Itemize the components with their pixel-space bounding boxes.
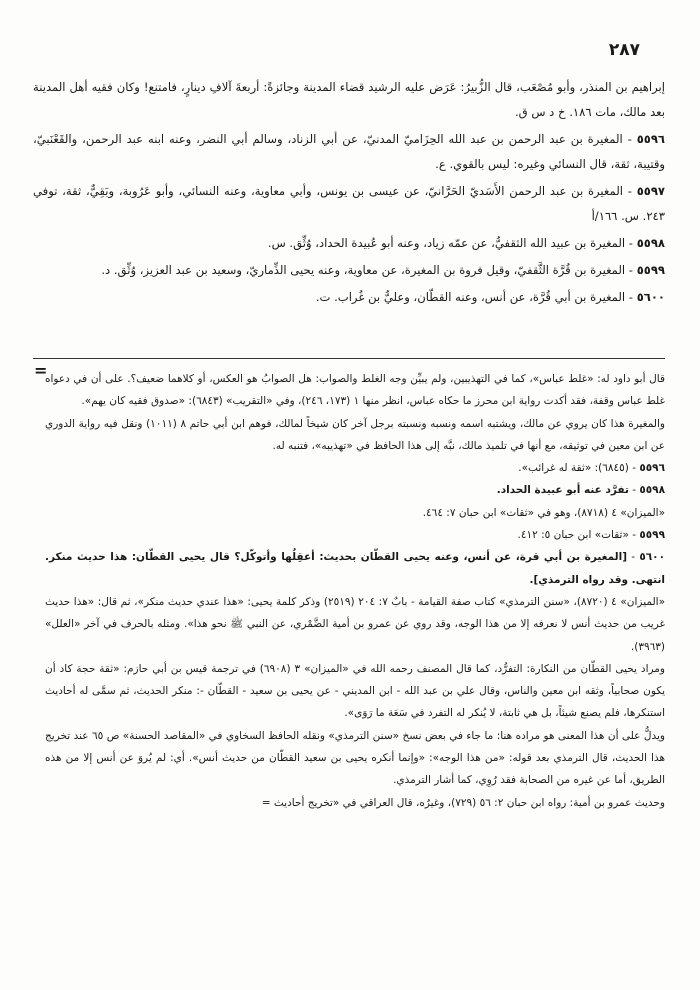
footnote-text: «ثقات» ابن حبان ٥: ٤١٢.	[517, 529, 629, 542]
footnote-5599: ٥٥٩٩ - «ثقات» ابن حبان ٥: ٤١٢.	[517, 529, 665, 542]
entry-5596: ٥٥٩٦ - المغيرة بن عبد الرحمن بن عبد الله الحِزَاميّ المدنيّ، عن أبي الزناد، وسالم أبي النضر، وعنه ابنه عبد الرحمن، والقَعْنَبيّ، وقتيبة، ثقة، قال النسائي وغيره: ليس بالقوي. ع.	[33, 132, 666, 171]
footnote-paragraph	[45, 502, 665, 524]
entry-text: المغيرة بن قُرَّة الثَّقفيّ، وقيل فروة بن المغيرة، عن معاوية، وعنه يحيى الذِّماريّ، وسعيد بن عبد العزيز، وُثِّق. د.	[101, 263, 626, 277]
entry-5600: ٥٦٠٠ - المغيرة بن أبي قُرَّة، عن أنس، وعنه القطّان، وعليُّ بن غُراب. ت.	[315, 290, 665, 304]
main-text	[33, 75, 665, 312]
continuation-mark: =	[34, 361, 48, 380]
entry-number: ٥٥٩٦	[636, 132, 666, 146]
page-number: ٢٨٧	[608, 40, 640, 60]
entry-text: المغيرة بن عبيد الله الثقفيُّ، عن عمّه زياد، وعنه أبو عُبيدة الحداد، وُثِّق. س.	[267, 236, 626, 250]
entry-number: ٥٥٩٩	[636, 263, 665, 277]
footnote-paragraph	[45, 725, 665, 792]
footnote-text: [المغيرة بن أبي قرة، عن أنس، وعنه يحيى القطّان بحديث: أعقِلُها وأتوكّل؟ قال يحيى القطّان: هذا حديث منكر. انتهى. وقد رواه الترمذي].	[45, 551, 665, 586]
entry-text: المغيرة بن عبد الرحمن الأَسَديّ الحَرَّانيّ، عن عيسى بن يونس، وأبي معاوية، وعنه النسائي، وأبو عَرُوبة، وبَقِيٌّ، ثقة، توفي ٢٤٣. س. ١٦٦/أ	[33, 184, 665, 223]
entry-number: ٥٦٠٠	[636, 290, 665, 304]
entry-text: المغيرة بن عبد الرحمن بن عبد الله الحِزَاميّ المدنيّ، عن أبي الزناد، وسالم أبي النضر، وعنه ابنه عبد الرحمن، والقَعْنَبيّ، وقتيبة، ثقة، قال النسائي وغيره: ليس بالقوي. ع.	[33, 132, 665, 171]
footnote-number: ٥٥٩٩	[639, 529, 665, 542]
footnote-5596: ٥٥٩٦ - (٦٨٤٥): «ثقة له غرائب».	[518, 462, 665, 475]
footnote-number: ٥٥٩٨	[639, 484, 665, 497]
footnote-number: ٥٦٠٠	[639, 551, 665, 564]
footnote-text: «الميزان» ٤ (٨٧١٨)، وهو في «ثقات» ابن حبان ٧: ٤٦٤.	[422, 506, 665, 519]
entry-5597: ٥٥٩٧ - المغيرة بن عبد الرحمن الأَسَديّ الحَرَّانيّ، عن عيسى بن يونس، وأبي معاوية، وعنه النسائي، وأبو عَرُوبة، وبَقِيٌّ، ثقة، توفي ٢٤٣. س. ١٦٦/أ	[33, 184, 665, 223]
footnote-text: وحديث عمرو بن أمية: رواه ابن حبان ٢: ٥٦ (٧٢٩)، وغيرُه، قال العراقي في «تخريج أحاديث =	[261, 796, 665, 809]
entry-5598: ٥٥٩٨ - المغيرة بن عبيد الله الثقفيُّ، عن عمّه زياد، وعنه أبو عُبيدة الحداد، وُثِّق. س.	[267, 236, 665, 250]
footnote-text: «الميزان» ٤ (٨٧٢٠)، «سنن الترمذي» كتاب صفة القيامة - بابٌ ٧: ٢٠٤ (٢٥١٩) وذكر كلمة يحيى: «هذا عندي حديث منكر»، ثم قال: «هذا حديث غريب من حديث أنس لا نعرفه إلا من هذا الوجه، وقد روي عن عمرو بن أمية الضَّمْري، عن النبي ﷺ نحو هذا». ومثله بالحرف في آخر «العلل» (٣٩٦٣).	[45, 595, 665, 653]
footnote-paragraph	[45, 658, 665, 725]
entry-number: ٥٥٩٧	[636, 184, 665, 198]
entry-5599: ٥٥٩٩ - المغيرة بن قُرَّة الثَّقفيّ، وقيل فروة بن المغيرة، عن معاوية، وعنه يحيى الذِّماريّ، وسعيد بن عبد العزيز، وُثِّق. د.	[101, 263, 665, 277]
footnotes	[45, 368, 665, 814]
footnote-5598: ٥٥٩٨ - تفرَّد عنه أبو عبيدة الحداد.	[496, 484, 665, 497]
footnote-separator	[33, 358, 665, 359]
entry-text: إبراهيم بن المنذر، وأبو مُصْعَب، قال الزُّبيرُ: عَرَض عليه الرشيد قضاء المدينة وجائزةً: أربعةَ آلافِ دينارٍ، فامتنع! وكان فقيه أهل المدينة بعد مالك، مات ١٨٦. خ د س ق.	[33, 80, 665, 119]
footnote-text: ومراد يحيى القطّان من النكارة: التفرُّد، كما قال المصنف رحمه الله في «الميزان» ٣ (٦٩٠٨) في ترجمة قيس بن أبي حازم: «ثقة حجة كاد أن يكون صحابياً، وثقه ابن معين والناس، وقال علي بن عبد الله - ابن المديني - عن يحيى بن سعيد - القطّان -: منكر الحديث، ثم سمَّى له أحاديث استنكرها، فلم يصنع شيئاً، بل هي ثابتة، لا يُنكر له التفرد في سَعَة ما رَوَى».	[45, 662, 666, 720]
footnote-paragraph	[45, 368, 665, 413]
footnote-paragraph	[45, 792, 665, 814]
entry-number: ٥٥٩٨	[636, 236, 665, 250]
footnote-text: ويدلُّ على أن هذا المعنى هو مراده هنا: ما جاء في بعض نسخ «سنن الترمذي» ونقله الحافظ السخاوي في «المقاصد الحسنة» ص ٦٥ عند تخريج هذا الحديث، قال الترمذي بعد قوله: «من هذا الوجه»: «وإنما أنكره يحيى بن سعيد القطّان من حديث أنس». أي: لم يُروَ عن أنس إلا من هذه الطريق، أما عن غيره من الصحابة فقد رُوِي، كما أشار الترمذي.	[45, 729, 665, 787]
footnote-number: ٥٥٩٦	[639, 462, 665, 475]
footnote-text: تفرَّد عنه أبو عبيدة الحداد.	[496, 484, 629, 497]
footnote-text: والمغيرة هذا كان يروي عن مالك، ويشتبه اسمه ونسبه ونسبته برجل آخر كان شيخاً لمالك، فوهم ابن أبي حاتم ٨ (١٠١١) ونقل فيه رواية الدوري عن ابن معين في توثيقه، مع أنها في تلميذ مالك، نبَّه إلى هذا الحافظ في «تهذيبه»، فتنبه له.	[45, 417, 665, 452]
footnote-text: قال أبو داود له: «غلط عباس»، كما في التهذيبين، ولم يبيِّن وجه الغلط والصواب: هل الصوابُ هو العكس، أو كلاهما ضعيف؟. على أن في دعواه غلط عباس وقفة، فقد أكدت رواية ابن محرز ما حكاه عباس، انظر منها ١ (١٧٣، ٢٤٦)، وفي «التقريب» (٦٨٤٣): «صدوق فقيه كان يهم».	[45, 373, 665, 408]
footnote-5600: ٥٦٠٠ - [المغيرة بن أبي قرة، عن أنس، وعنه يحيى القطّان بحديث: أعقِلُها وأتوكّل؟ قال يحيى القطّان: هذا حديث منكر. انتهى. وقد رواه الترمذي].	[45, 551, 665, 586]
footnote-text: (٦٨٤٥): «ثقة له غرائب».	[518, 462, 629, 475]
footnote-paragraph	[45, 413, 665, 458]
footnote-paragraph	[45, 591, 665, 658]
entry-text: المغيرة بن أبي قُرَّة، عن أنس، وعنه القطّان، وعليُّ بن غُراب. ت.	[315, 290, 626, 304]
entry-continuation	[33, 75, 665, 125]
